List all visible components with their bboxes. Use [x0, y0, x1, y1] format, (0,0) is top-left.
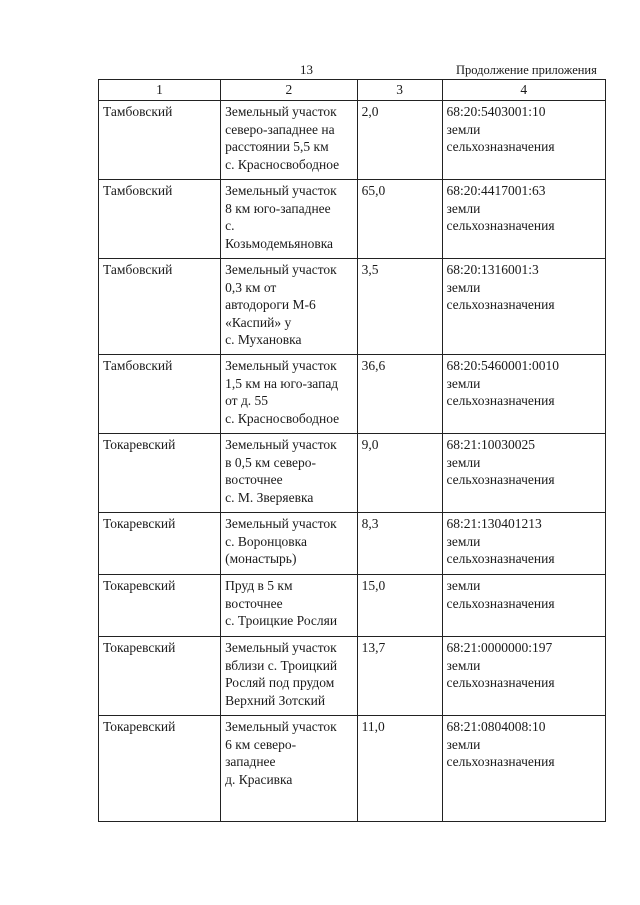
table-row — [99, 575, 606, 637]
district-cell: Тамбовский — [99, 259, 221, 355]
description-cell: Земельный участок 6 км северо- западнее д. Красивка — [221, 716, 358, 822]
area-cell: 36,6 — [357, 355, 442, 434]
cadastral-cell: 68:20:4417001:63 земли сельхозназначения — [442, 180, 605, 259]
cadastral-cell: 68:20:1316001:3 земли сельхозназначения — [442, 259, 605, 355]
cadastral-cell: 68:21:10030025 земли сельхозназначения — [442, 434, 605, 513]
area-cell: 65,0 — [357, 180, 442, 259]
table-row — [99, 259, 606, 355]
area-cell: 15,0 — [357, 575, 442, 637]
column-header: 3 — [357, 80, 442, 101]
area-cell: 9,0 — [357, 434, 442, 513]
cadastral-cell: 68:21:0000000:197 земли сельхозназначения — [442, 637, 605, 716]
description-cell: Пруд в 5 км восточнее с. Троицкие Росляи — [221, 575, 358, 637]
table-row — [99, 716, 606, 822]
cadastral-cell: 68:20:5403001:10 земли сельхозназначения — [442, 101, 605, 180]
district-cell: Тамбовский — [99, 101, 221, 180]
table-row — [99, 434, 606, 513]
area-cell: 3,5 — [357, 259, 442, 355]
table-row — [99, 355, 606, 434]
column-header: 1 — [99, 80, 221, 101]
district-cell: Токаревский — [99, 637, 221, 716]
district-cell: Тамбовский — [99, 180, 221, 259]
description-cell: Земельный участок 0,3 км от автодороги М-6 «Каспий» у с. Мухановка — [221, 259, 358, 355]
description-cell: Земельный участок с. Воронцовка (монастырь) — [221, 513, 358, 575]
land-plot-table — [98, 79, 606, 822]
description-cell: Земельный участок 1,5 км на юго-запад от д. 55 с. Красносвободное — [221, 355, 358, 434]
area-cell: 2,0 — [357, 101, 442, 180]
table-row — [99, 101, 606, 180]
cadastral-cell: 68:21:0804008:10 земли сельхозназначения — [442, 716, 605, 822]
district-cell: Токаревский — [99, 575, 221, 637]
table-row — [99, 180, 606, 259]
district-cell: Тамбовский — [99, 355, 221, 434]
table-row — [99, 513, 606, 575]
area-cell: 11,0 — [357, 716, 442, 822]
description-cell: Земельный участок 8 км юго-западнее с. Козьмодемьяновка — [221, 180, 358, 259]
area-cell: 8,3 — [357, 513, 442, 575]
district-cell: Токаревский — [99, 434, 221, 513]
cadastral-cell: земли сельхозназначения — [442, 575, 605, 637]
district-cell: Токаревский — [99, 716, 221, 822]
column-header: 4 — [442, 80, 605, 101]
table-header-row — [99, 80, 606, 101]
description-cell: Земельный участок в 0,5 км северо- восточнее с. М. Зверяевка — [221, 434, 358, 513]
description-cell: Земельный участок северо-западнее на расстоянии 5,5 км с. Красносвободное — [221, 101, 358, 180]
continuation-caption: Продолжение приложения — [456, 63, 597, 77]
district-cell: Токаревский — [99, 513, 221, 575]
cadastral-cell: 68:21:130401213 земли сельхозназначения — [442, 513, 605, 575]
area-cell: 13,7 — [357, 637, 442, 716]
column-header: 2 — [221, 80, 358, 101]
description-cell: Земельный участок вблизи с. Троицкий Росляй под прудом Верхний Зотский — [221, 637, 358, 716]
cadastral-cell: 68:20:5460001:0010 земли сельхозназначения — [442, 355, 605, 434]
page-number: 13 — [300, 62, 313, 77]
table-row — [99, 637, 606, 716]
